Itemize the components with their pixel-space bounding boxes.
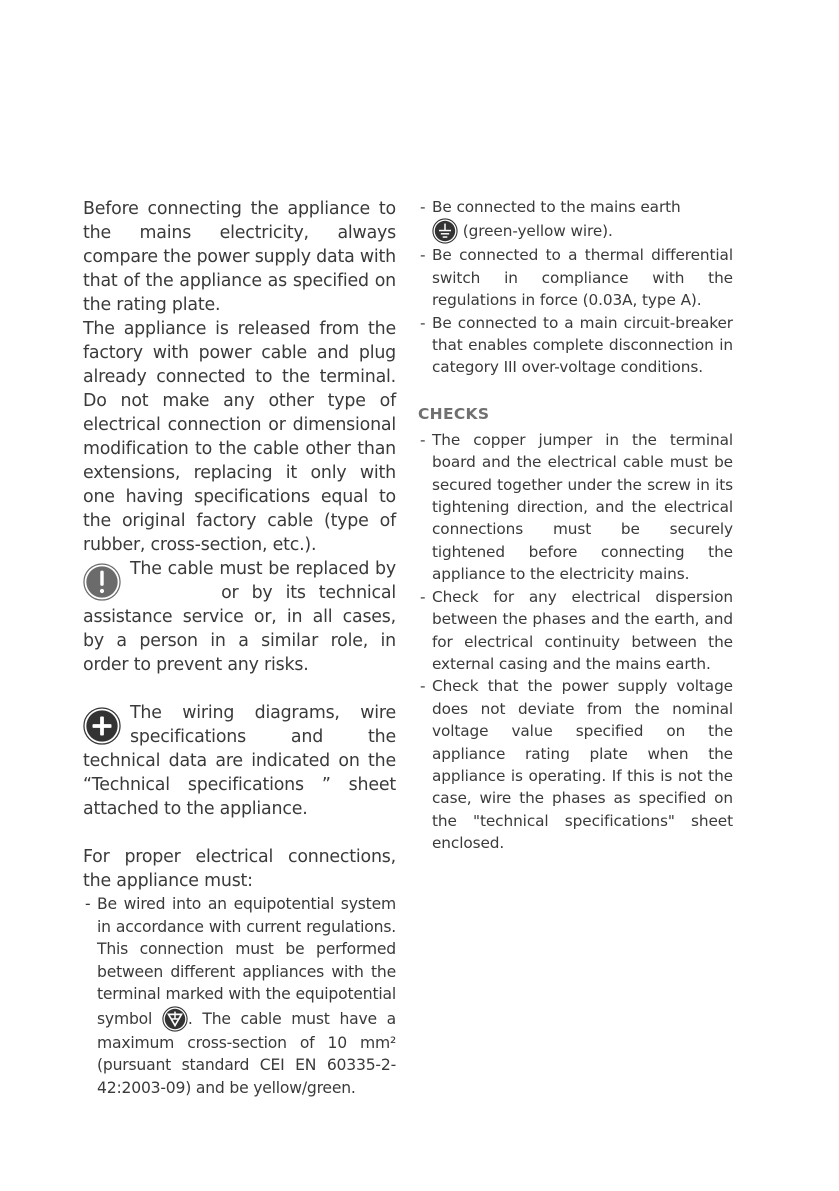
requirement-text-a: Be wired into an equipotential system in accordance with current regulations. This connection must be performed between different appliances with the terminal marked with the equipotential symbol: [97, 895, 396, 1028]
requirement-text: Be connected to a main circuit-breaker that enables complete disconnection in category III over-voltage conditions.: [432, 313, 733, 377]
check-item: [418, 675, 733, 854]
bullet-dash: -: [420, 677, 426, 696]
equipotential-icon: [162, 1006, 188, 1032]
requirement-text-a: Be connected to the mains earth: [432, 198, 681, 216]
bullet-dash: -: [420, 198, 426, 216]
check-text: The copper jumper in the terminal board and the electrical cable must be secured together under the screw in its tightening direction, and the electrical connections must be securely tightened before connecting the appliance to the electricity mains.: [432, 430, 733, 584]
bullet-dash: -: [420, 246, 426, 265]
intro-paragraph-2: The appliance is released from the factory with power cable and plug already connected to the terminal. Do not make any other type of electrical connection or dimensional modification to the cable other than extensions, replacing it only with one having specifications equal to the original factory cable (type of rubber, cross-section, etc.).: [83, 319, 396, 555]
bullet-dash: -: [420, 313, 426, 332]
requirement-text-b: . The cable must have a maximum cross-section of 10 mm² (pursuant standard CEI EN 60335-2-42:2003-09) and be yellow/green.: [97, 1009, 396, 1097]
spacer: [83, 677, 396, 701]
exclamation-icon: [83, 563, 121, 601]
check-text: Check for any electrical dispersion between the phases and the earth, and for electrical continuity between the external casing and the mains earth.: [432, 587, 733, 673]
requirement-equipotential: [83, 893, 396, 1099]
requirement-earth: [418, 196, 733, 244]
check-item: [418, 429, 733, 586]
warning-text-b: or by its technical assistance service or, in all cases, by a person in a similar role, in order to prevent any risks.: [83, 583, 396, 675]
info-note: [83, 701, 396, 821]
bullet-dash: -: [420, 587, 426, 606]
requirement-text: Be connected to a thermal differential switch in compliance with the regulations in force (0.03A, type A).: [432, 246, 733, 310]
plus-icon: [83, 707, 121, 745]
check-item: [418, 586, 733, 676]
bullet-dash: -: [85, 895, 91, 913]
spacer: [83, 821, 396, 845]
right-column: [418, 196, 733, 855]
requirement-circuit-breaker: [418, 312, 733, 379]
info-text: The wiring diagrams, wire specifications and the technical data are indicated on the “Technical specifications ” sheet attached to the appliance.: [83, 703, 396, 819]
warning-text-a: The cable must be replaced by: [130, 559, 396, 579]
requirement-differential-switch: [418, 244, 733, 311]
requirements-intro: For proper electrical connections, the appliance must:: [83, 847, 396, 891]
checks-heading: CHECKS: [418, 404, 490, 423]
requirement-text-b: (green-yellow wire).: [462, 222, 613, 241]
bullet-dash: -: [420, 430, 426, 449]
intro-paragraph-1: Before connecting the appliance to the mains electricity, always compare the power supply data with that of the appliance as specified on the rating plate.: [83, 199, 396, 315]
earth-ground-icon: [432, 218, 458, 244]
check-text: Check that the power supply voltage does not deviate from the nominal voltage value specified on the appliance rating plate when the appliance is operating. If this is not the case, wire the phases as specified on the "technical specifications" sheet enclosed.: [432, 677, 733, 853]
left-column: [83, 197, 396, 1099]
warning-note: [83, 557, 396, 677]
